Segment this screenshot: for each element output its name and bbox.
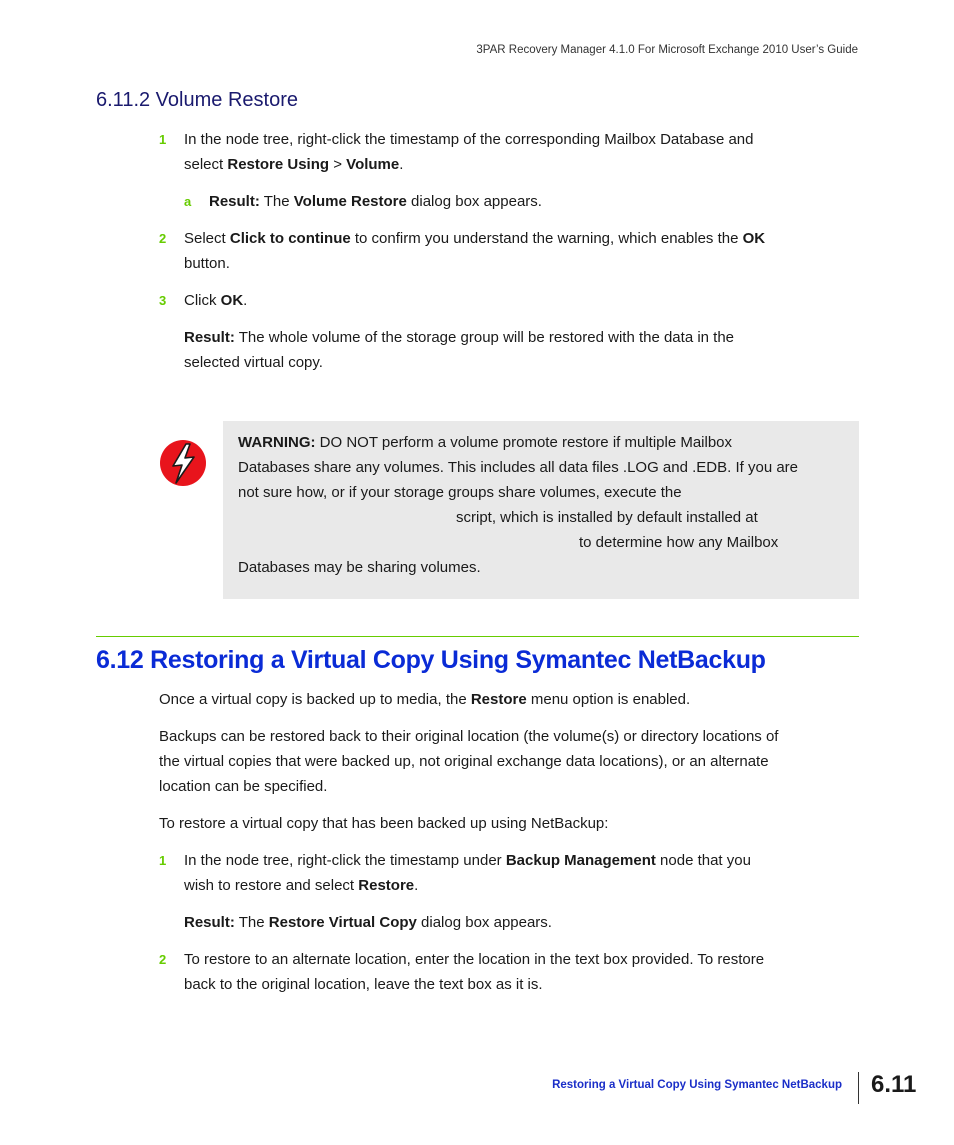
warning-line: not sure how, or if your storage groups share volumes, execute the bbox=[238, 484, 682, 501]
step-line: In the node tree, right-click the timestamp of the corresponding Mailbox Database and bbox=[184, 131, 754, 148]
running-footer: Restoring a Virtual Copy Using Symantec NetBackup bbox=[552, 1079, 842, 1091]
para-line: the virtual copies that were backed up, not original exchange data locations), or an alternate bbox=[159, 753, 769, 770]
para-line: Backups can be restored back to their original location (the volume(s) or directory locations of bbox=[159, 728, 779, 745]
step-text bbox=[184, 226, 765, 276]
warning-line: Databases share any volumes. This includes all data files .LOG and .EDB. If you are bbox=[238, 459, 799, 476]
section-heading-netbackup: 6.12 Restoring a Virtual Copy Using Symantec NetBackup bbox=[96, 646, 766, 674]
step-text: Click OK. bbox=[184, 292, 248, 309]
step-letter: a bbox=[184, 194, 192, 209]
paragraph: Once a virtual copy is backed up to media, the Restore menu option is enabled. bbox=[159, 691, 691, 708]
para-line: Result: The whole volume of the storage group will be restored with the data in the bbox=[184, 329, 735, 346]
step-line: To restore to an alternate location, enter the location in the text box provided. To restore bbox=[184, 951, 765, 968]
warning-line: WARNING: DO NOT perform a volume promote restore if multiple Mailbox bbox=[238, 434, 733, 451]
section-divider bbox=[96, 636, 859, 637]
step-number: 3 bbox=[159, 293, 167, 308]
lightning-warning-icon bbox=[159, 439, 207, 487]
step-line: button. bbox=[184, 255, 230, 272]
warning-line: script, which is installed by default installed at bbox=[456, 509, 758, 526]
paragraph: To restore a virtual copy that has been backed up using NetBackup: bbox=[159, 815, 609, 832]
step-text bbox=[184, 127, 753, 177]
section-heading-volume-restore: 6.11.2 Volume Restore bbox=[96, 89, 298, 111]
paragraph bbox=[159, 724, 859, 799]
step-text bbox=[184, 947, 764, 997]
page-number: 6.11 bbox=[871, 1071, 917, 1098]
step-line: Select Click to continue to confirm you understand the warning, which enables the OK bbox=[184, 230, 766, 247]
step-line: back to the original location, leave the text box as it is. bbox=[184, 976, 543, 993]
step-number: 2 bbox=[159, 231, 167, 246]
result-paragraph bbox=[184, 325, 859, 375]
para-line: selected virtual copy. bbox=[184, 354, 323, 371]
step-number: 1 bbox=[159, 132, 167, 147]
step-text: Result: The Volume Restore dialog box appears. bbox=[209, 193, 542, 210]
step-text bbox=[184, 848, 751, 898]
para-line: location can be specified. bbox=[159, 778, 328, 795]
step-line: select Restore Using > Volume. bbox=[184, 156, 404, 173]
step-line: In the node tree, right-click the timestamp under Backup Management node that you bbox=[184, 852, 751, 869]
running-header: 3PAR Recovery Manager 4.1.0 For Microsoft Exchange 2010 User’s Guide bbox=[476, 44, 858, 56]
step-number: 1 bbox=[159, 853, 167, 868]
warning-line: Databases may be sharing volumes. bbox=[238, 559, 481, 576]
step-line: wish to restore and select Restore. bbox=[184, 877, 419, 894]
step-number: 2 bbox=[159, 952, 167, 967]
footer-divider bbox=[858, 1072, 859, 1104]
warning-line: to determine how any Mailbox bbox=[579, 534, 779, 551]
warning-text bbox=[238, 430, 848, 580]
result-paragraph: Result: The Restore Virtual Copy dialog box appears. bbox=[184, 914, 552, 931]
